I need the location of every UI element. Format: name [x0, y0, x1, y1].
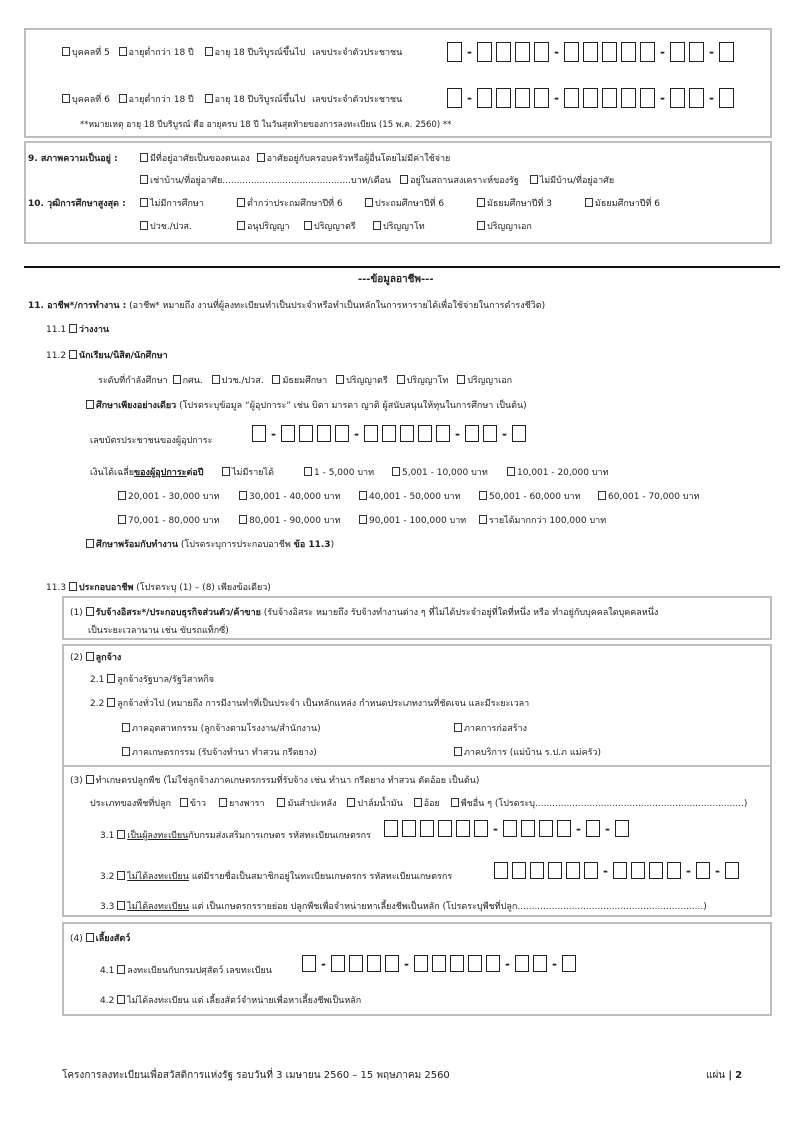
checkbox[interactable] [237, 221, 245, 230]
checkbox[interactable] [239, 515, 247, 524]
dash-separator: - [504, 956, 510, 971]
person6-id-field[interactable] [447, 88, 738, 108]
digit-box[interactable] [640, 88, 655, 108]
checkbox[interactable] [373, 221, 381, 230]
dash-separator: - [501, 426, 507, 441]
unemployed-checkbox[interactable] [69, 324, 77, 333]
level-checkbox[interactable] [397, 375, 405, 384]
q9-family-checkbox[interactable] [257, 153, 265, 162]
digit-box[interactable] [367, 955, 381, 972]
digit-box[interactable] [432, 955, 446, 972]
q9-rent-checkbox[interactable] [140, 175, 148, 184]
q10-opt4[interactable]: มัธยมศึกษาปีที่ 6 [585, 196, 660, 210]
farmer-code-field-2[interactable] [494, 862, 743, 879]
income-opt6[interactable]: 40,001 - 50,000 บาท [359, 489, 461, 503]
gov-employee-checkbox[interactable] [107, 674, 115, 683]
digit-box[interactable] [564, 88, 579, 108]
q9-own-checkbox[interactable] [140, 153, 148, 162]
digit-box[interactable] [534, 42, 549, 62]
digit-box[interactable] [696, 862, 710, 879]
checkbox[interactable] [118, 491, 126, 500]
digit-box[interactable] [450, 955, 464, 972]
digit-box[interactable] [584, 862, 598, 879]
digit-box[interactable] [299, 425, 313, 442]
q9-row2: เช่าบ้าน/ที่อยู่อาศัย.............................................บาท/เดือน อยู่ในสถานสงเคราะห์ของรัฐ ไม่มีบ้าน/ที่อยู่อาศัย [140, 173, 614, 187]
guardian-id-label: เลขบัตรประชาชนของผู้อุปการะ [90, 436, 213, 446]
s11-3: 11.3 ประกอบอาชีพ (โปรดระบุ (1) – (8) เพียงข้อเดียว) [46, 583, 271, 593]
dash-separator: - [467, 45, 472, 59]
member-farmer-checkbox[interactable] [117, 871, 125, 880]
checkbox[interactable] [454, 723, 462, 732]
q10-title: 10. วุฒิการศึกษาสูงสุด : [28, 199, 126, 209]
income-label: เงินได้เฉลี่ยของผู้อุปการะต่อปี [90, 468, 204, 478]
q10-opt7[interactable]: ปริญญาตรี [304, 219, 356, 233]
digit-box[interactable] [384, 820, 398, 837]
dash-separator: - [708, 91, 714, 105]
general-employee-checkbox[interactable] [107, 698, 115, 707]
dash-separator: - [493, 821, 498, 836]
checkbox[interactable] [222, 467, 230, 476]
farmer-code-field-1[interactable] [384, 820, 633, 837]
checkbox[interactable] [477, 221, 485, 230]
digit-box[interactable] [335, 425, 349, 442]
dash-separator: - [551, 956, 557, 971]
under18-checkbox[interactable] [119, 94, 127, 103]
digit-box[interactable] [477, 88, 492, 108]
digit-box[interactable] [521, 820, 535, 837]
digit-box[interactable] [414, 955, 428, 972]
digit-box[interactable] [602, 88, 617, 108]
occ4-row: (4) เลี้ยงสัตว์ [70, 934, 131, 944]
digit-box[interactable] [631, 862, 645, 879]
section-divider [24, 266, 780, 268]
dash-separator: - [454, 426, 460, 441]
s11-1: 11.1 ว่างงาน [46, 325, 110, 335]
digit-box[interactable] [474, 820, 488, 837]
dash-separator: - [708, 45, 714, 59]
digit-box[interactable] [670, 42, 685, 62]
digit-box[interactable] [670, 88, 685, 108]
digit-box[interactable] [689, 42, 704, 62]
student-checkbox[interactable] [69, 350, 77, 359]
level-checkbox[interactable] [457, 375, 465, 384]
q9-row1: มีที่อยู่อาศัยเป็นของตนเอง อาศัยอยู่กับครอบครัวหรือผู้อื่นโดยไม่มีค่าใช้จ่าย [140, 151, 450, 165]
digit-box[interactable] [302, 955, 316, 972]
income-opt12[interactable]: รายได้มากกว่า 100,000 บาท [479, 513, 606, 527]
study-only-row: ศึกษาเพียงอย่างเดียว (โปรดระบุข้อมูล “ผู้อุปการะ” เช่น บิดา มารดา ญาติ ผู้สนับสนุนให้ทุนในการศึกษา เป็นต้น) [86, 398, 527, 412]
occ2-sub0[interactable]: ภาคอุตสาหกรรม (ลูกจ้างตามโรงงาน/สำนักงาน) [122, 721, 321, 735]
digit-box[interactable] [719, 42, 734, 62]
income-opt5[interactable]: 30,001 - 40,000 บาท [239, 489, 341, 503]
crop-checkbox[interactable] [414, 798, 422, 807]
digit-box[interactable] [494, 862, 508, 879]
freelance-checkbox[interactable] [86, 607, 94, 616]
occ2-row: (2) ลูกจ้าง [70, 653, 122, 663]
dash-separator: - [553, 91, 559, 105]
dash-separator: - [603, 863, 608, 878]
occ2-sub3[interactable]: ภาคบริการ (แม่บ้าน ร.ป.ภ แม่ครัว) [454, 745, 601, 759]
checkbox[interactable] [304, 467, 312, 476]
occ3-row: (3) ทำเกษตรปลูกพืช (ไม่ใช่ลูกจ้างภาคเกษตรกรรมที่รับจ้าง เช่น ทำนา กรีดยาง ทำสวน ตัดอ้อย เป็นต้น) [70, 776, 480, 786]
digit-box[interactable] [640, 42, 655, 62]
q9-homeless-checkbox[interactable] [530, 175, 538, 184]
age-note: **หมายเหตุ อายุ 18 ปีบริบูรณ์ คือ อายุครบ 18 ปี ในวันสุดท้ายของการลงทะเบียน (15 พ.ค. 2560) ** [80, 120, 452, 130]
checkbox[interactable] [122, 723, 130, 732]
checkbox[interactable] [392, 467, 400, 476]
checkbox[interactable] [365, 198, 373, 207]
digit-box[interactable] [530, 862, 544, 879]
checkbox[interactable] [454, 747, 462, 756]
occ3-1: 3.1 เป็นผู้ลงทะเบียนกับกรมส่งเสริมการเกษตร รหัสทะเบียนเกษตรกร [100, 831, 371, 841]
income-opt10[interactable]: 80,001 - 90,000 บาท [239, 513, 341, 527]
q10-opt8[interactable]: ปริญญาโท [373, 219, 425, 233]
occ2-sub1[interactable]: ภาคการก่อสร้าง [454, 721, 527, 735]
digit-box[interactable] [456, 820, 470, 837]
digit-box[interactable] [436, 425, 450, 442]
q10-opt0[interactable]: ไม่มีการศึกษา [140, 196, 204, 210]
digit-box[interactable] [382, 425, 396, 442]
crop-farmer-checkbox[interactable] [86, 775, 94, 784]
crop-checkbox[interactable] [277, 798, 285, 807]
under18-checkbox[interactable] [119, 47, 127, 56]
checkbox[interactable] [237, 198, 245, 207]
digit-box[interactable] [586, 820, 600, 837]
checkbox[interactable] [598, 491, 606, 500]
digit-box[interactable] [583, 42, 598, 62]
checkbox[interactable] [140, 198, 148, 207]
digit-box[interactable] [503, 820, 517, 837]
dash-separator: - [271, 426, 276, 441]
level-checkbox[interactable] [212, 375, 220, 384]
over18-checkbox[interactable] [205, 47, 213, 56]
registered-farmer-checkbox[interactable] [117, 830, 125, 839]
livestock-reg-field[interactable] [302, 955, 580, 972]
footer-page: แผ่น | 2 [706, 1070, 743, 1081]
digit-box[interactable] [583, 88, 598, 108]
digit-box[interactable] [447, 42, 462, 62]
occ1-desc2: เป็นระยะเวลานาน เช่น ขับรถแท็กซี่) [88, 626, 229, 636]
digit-box[interactable] [402, 820, 416, 837]
digit-box[interactable] [418, 425, 432, 442]
digit-box[interactable] [649, 862, 663, 879]
digit-box[interactable] [447, 88, 462, 108]
digit-box[interactable] [548, 862, 562, 879]
checkbox[interactable] [118, 515, 126, 524]
income-opt3[interactable]: 10,001 - 20,000 บาท [507, 465, 609, 479]
digit-box[interactable] [364, 425, 378, 442]
livestock-checkbox[interactable] [86, 933, 94, 942]
dash-separator: - [403, 956, 409, 971]
livestock-unregistered-checkbox[interactable] [117, 995, 125, 1004]
checkbox[interactable] [359, 491, 367, 500]
digit-box[interactable] [252, 425, 266, 442]
digit-box[interactable] [400, 425, 414, 442]
occ3-3: 3.3 ไม่ได้ลงทะเบียน แต่ เป็นเกษตรกรรายย่อย ปลูกพืชเพื่อจำหน่ายหาเลี้ยงชีพเป็นหลัก (โปรดระบุพืชที่ปลูก.................................................................) [100, 902, 707, 912]
checkbox[interactable] [585, 198, 593, 207]
crop-checkbox[interactable] [219, 798, 227, 807]
checkbox[interactable] [477, 198, 485, 207]
digit-box[interactable] [562, 955, 576, 972]
level-checkbox[interactable] [173, 375, 181, 384]
digit-box[interactable] [534, 88, 549, 108]
occ2-2: 2.2 ลูกจ้างทั่วไป (หมายถึง การมีงานทำที่เป็นประจำ เป็นหลักแหล่ง กำหนดประเภทงานที่ชัดเจน และมีระยะเวลา [90, 699, 530, 709]
digit-box[interactable] [621, 88, 636, 108]
dash-separator: - [659, 91, 665, 105]
digit-box[interactable] [566, 862, 580, 879]
occ1-row: (1) รับจ้างอิสระ*/ประกอบธุรกิจส่วนตัว/ค้าขาย (รับจ้างอิสระ หมายถึง รับจ้างทำงานต่าง ๆ ที่ไม่ได้ประจำอยู่ที่ใดที่หนึ่ง หรือ ทำอยู่กับบุคคลใดบุคคลหนึ่ง [70, 608, 659, 618]
livestock-registered-checkbox[interactable] [117, 965, 125, 974]
q10-opt3[interactable]: มัธยมศึกษาปีที่ 3 [477, 196, 552, 210]
q10-opt2[interactable]: ประถมศึกษาปีที่ 6 [365, 196, 444, 210]
digit-box[interactable] [331, 955, 345, 972]
q10-opt9[interactable]: ปริญญาเอก [477, 219, 532, 233]
digit-box[interactable] [468, 955, 482, 972]
q9-title: 9. สภาพความเป็นอยู่ : [28, 154, 118, 164]
dash-separator: - [659, 45, 665, 59]
crop-checkbox[interactable] [451, 798, 459, 807]
person6-row: บุคคลที่ 6 อายุต่ำกว่า 18 ปี อายุ 18 ปีบริบูรณ์ขึ้นไป เลขประจำตัวประชาชน [62, 92, 402, 106]
digit-box[interactable] [689, 88, 704, 108]
digit-box[interactable] [602, 42, 617, 62]
study-only-checkbox[interactable] [86, 400, 94, 409]
level-checkbox[interactable] [336, 375, 344, 384]
checkbox[interactable] [122, 747, 130, 756]
digit-box[interactable] [281, 425, 295, 442]
dash-separator: - [604, 821, 610, 836]
study-work-checkbox[interactable] [86, 539, 94, 548]
person6-checkbox[interactable] [62, 94, 70, 103]
digit-box[interactable] [539, 820, 553, 837]
dash-separator: - [353, 426, 359, 441]
digit-box[interactable] [515, 955, 529, 972]
income-opt8[interactable]: 60,001 - 70,000 บาท [598, 489, 700, 503]
dash-separator: - [685, 863, 691, 878]
employee-checkbox[interactable] [86, 652, 94, 661]
occ4-1: 4.1 ลงทะเบียนกับกรมปศุสัตว์ เลขทะเบียน [100, 966, 272, 976]
checkbox[interactable] [304, 221, 312, 230]
occ2-1: 2.1 ลูกจ้างรัฐบาล/รัฐวิสาหกิจ [90, 675, 215, 685]
checkbox[interactable] [479, 515, 487, 524]
digit-box[interactable] [667, 862, 681, 879]
checkbox[interactable] [140, 221, 148, 230]
digit-box[interactable] [613, 862, 627, 879]
employed-checkbox[interactable] [69, 582, 77, 591]
study-level-row: ระดับที่กำลังศึกษา กศน. ปวช./ปวส. มัธยมศึกษา ปริญญาตรี ปริญญาโท ปริญญาเอก [98, 376, 513, 386]
checkbox[interactable] [359, 515, 367, 524]
checkbox[interactable] [479, 491, 487, 500]
digit-box[interactable] [483, 425, 497, 442]
digit-box[interactable] [515, 42, 530, 62]
income-opt2[interactable]: 5,001 - 10,000 บาท [392, 465, 488, 479]
study-work-row: ศึกษาพร้อมกับทำงาน (โปรดระบุการประกอบอาชีพ ข้อ 11.3) [86, 537, 334, 551]
dash-separator: - [575, 821, 581, 836]
checkbox[interactable] [239, 491, 247, 500]
digit-box[interactable] [725, 862, 739, 879]
digit-box[interactable] [621, 42, 636, 62]
person5-id-field[interactable] [447, 42, 738, 62]
dash-separator: - [714, 863, 720, 878]
income-opt7[interactable]: 50,001 - 60,000 บาท [479, 489, 581, 503]
digit-box[interactable] [615, 820, 629, 837]
smallholder-farmer-checkbox[interactable] [117, 901, 125, 910]
digit-box[interactable] [515, 88, 530, 108]
digit-box[interactable] [564, 42, 579, 62]
digit-box[interactable] [349, 955, 363, 972]
income-opt0[interactable]: ไม่มีรายได้ [222, 465, 274, 479]
income-opt4[interactable]: 20,001 - 30,000 บาท [118, 489, 220, 503]
digit-box[interactable] [496, 88, 511, 108]
occ2-sub2[interactable]: ภาคเกษตรกรรม (รับจ้างทำนา ทำสวน กรีดยาง) [122, 745, 317, 759]
income-opt9[interactable]: 70,001 - 80,000 บาท [118, 513, 220, 527]
income-opt11[interactable]: 90,001 - 100,000 บาท [359, 513, 466, 527]
q11-row: 11. อาชีพ*/การทำงาน : (อาชีพ* หมายถึง งานที่ผู้ลงทะเบียนทำเป็นประจำหรือทำเป็นหลักในการหารายได้เพื่อใช้จ่ายในการดำรงชีวิต) [28, 301, 546, 311]
digit-box[interactable] [486, 955, 500, 972]
digit-box[interactable] [385, 955, 399, 972]
guardian-id-field[interactable] [252, 425, 530, 442]
occ4-2: 4.2 ไม่ได้ลงทะเบียน แต่ เลี้ยงสัตว์จำหน่ายเพื่อหาเลี้ยงชีพเป็นหลัก [100, 996, 362, 1006]
level-checkbox[interactable] [272, 375, 280, 384]
q10-opt6[interactable]: อนุปริญญา [237, 219, 290, 233]
checkbox[interactable] [507, 467, 515, 476]
income-opt1[interactable]: 1 - 5,000 บาท [304, 465, 374, 479]
digit-box[interactable] [420, 820, 434, 837]
digit-box[interactable] [533, 955, 547, 972]
over18-checkbox[interactable] [205, 94, 213, 103]
digit-box[interactable] [557, 820, 571, 837]
q10-opt5[interactable]: ปวช./ปวส. [140, 219, 192, 233]
crop-type-row: ประเภทของพืชที่ปลูก ข้าว ยางพารา มันสำปะหลัง ปาล์มน้ำมัน อ้อย พืชอื่น ๆ (โปรดระบุ.........................................................................) [90, 799, 748, 809]
dash-separator: - [321, 956, 326, 971]
person5-checkbox[interactable] [62, 47, 70, 56]
crop-checkbox[interactable] [180, 798, 188, 807]
footer-project: โครงการลงทะเบียนเพื่อสวัสดิการแห่งรัฐ รอบวันที่ 3 เมษายน 2560 – 15 พฤษภาคม 2560 [62, 1070, 450, 1081]
digit-box[interactable] [438, 820, 452, 837]
digit-box[interactable] [512, 862, 526, 879]
crop-checkbox[interactable] [347, 798, 355, 807]
digit-box[interactable] [512, 425, 526, 442]
dash-separator: - [553, 45, 559, 59]
s11-2: 11.2 นักเรียน/นิสิต/นักศึกษา [46, 351, 168, 361]
occupation-heading: ---ข้อมูลอาชีพ--- [358, 274, 434, 285]
person5-row: บุคคลที่ 5 อายุต่ำกว่า 18 ปี อายุ 18 ปีบริบูรณ์ขึ้นไป เลขประจำตัวประชาชน [62, 45, 402, 59]
digit-box[interactable] [496, 42, 511, 62]
digit-box[interactable] [465, 425, 479, 442]
occ3-2: 3.2 ไม่ได้ลงทะเบียน แต่มีรายชื่อเป็นสมาชิกอยู่ในทะเบียนเกษตรกร รหัสทะเบียนเกษตรกร [100, 872, 453, 882]
digit-box[interactable] [477, 42, 492, 62]
dash-separator: - [467, 91, 472, 105]
digit-box[interactable] [317, 425, 331, 442]
digit-box[interactable] [719, 88, 734, 108]
q10-opt1[interactable]: ต่ำกว่าประถมศึกษาปีที่ 6 [237, 196, 343, 210]
q9-shelter-checkbox[interactable] [400, 175, 408, 184]
